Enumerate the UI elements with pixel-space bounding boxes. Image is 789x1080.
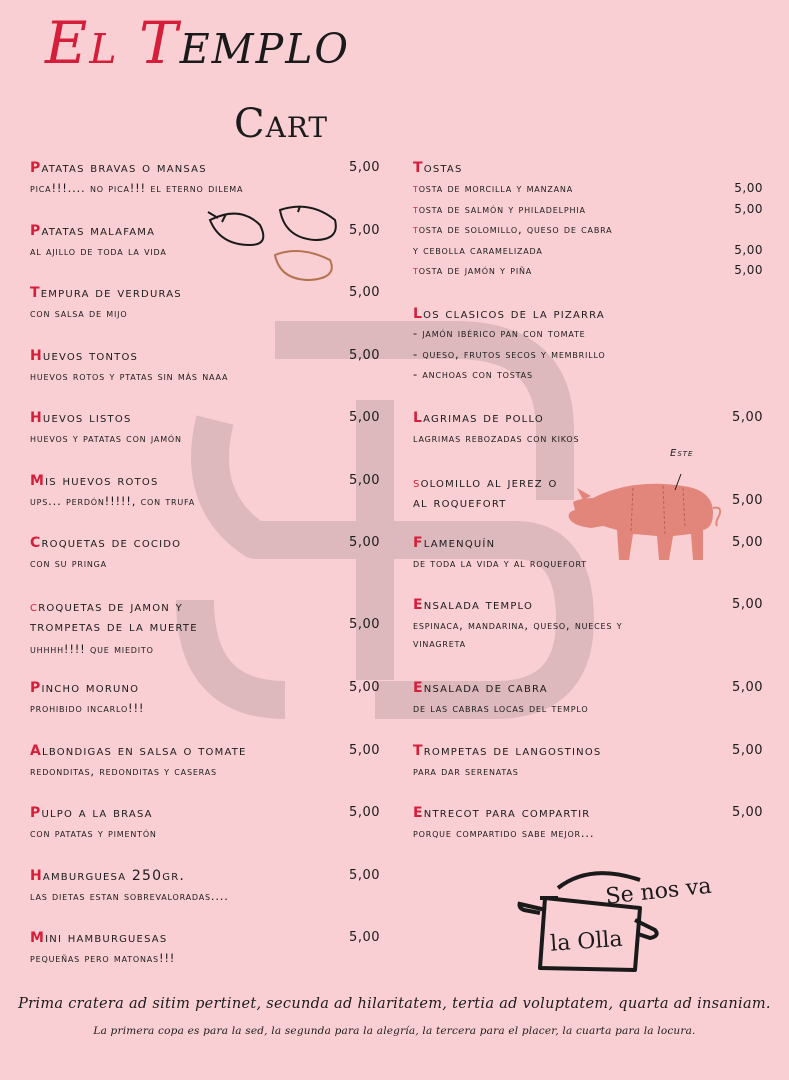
menu-item bbox=[30, 868, 380, 905]
item-name: Tempura de verduras bbox=[30, 285, 182, 301]
tosta-item: tosta de jamón y piña bbox=[413, 263, 533, 277]
item-price: 5,00 bbox=[732, 493, 763, 508]
clasicos-section bbox=[413, 306, 763, 385]
menu-item bbox=[30, 680, 380, 717]
menu-item bbox=[30, 223, 380, 260]
item-description: redonditas, redonditas y caseras bbox=[30, 764, 217, 778]
menu-item bbox=[30, 597, 380, 658]
item-price: 5,00 bbox=[349, 535, 380, 550]
pot-text-olla: la Olla bbox=[549, 926, 624, 957]
item-name: Huevos tontos bbox=[30, 348, 139, 364]
latin-quote: Prima cratera ad sitim pertinet, secunda ad hilaritatem, tertia ad voluptatem, quarta ad insaniam. bbox=[18, 996, 771, 1012]
item-name: Pincho moruno bbox=[30, 680, 140, 696]
menu-item bbox=[30, 410, 380, 447]
item-description: con salsa de mijo bbox=[30, 306, 128, 320]
title-word-templo: emplo bbox=[179, 9, 351, 77]
item-price: 5,00 bbox=[349, 285, 380, 300]
item-description: huevos rotos y ptatas sin más naaa bbox=[30, 369, 229, 383]
section-heading: Tostas bbox=[413, 160, 463, 176]
item-name: Ensalada de cabra bbox=[413, 680, 548, 696]
item-description: pica!!!.... no pica!!! el eterno dilema bbox=[30, 181, 244, 195]
tostas-section bbox=[413, 160, 763, 281]
item-name: Croquetas de cocido bbox=[30, 535, 182, 551]
item-price: 5,00 bbox=[349, 410, 380, 425]
menu-item bbox=[30, 160, 380, 197]
item-name-line2: trompetas de la muerte bbox=[30, 619, 198, 635]
item-price: 5,00 bbox=[732, 743, 763, 758]
tosta-item-continued: y cebolla caramelizada bbox=[413, 242, 543, 257]
item-price: 5,00 bbox=[349, 160, 380, 175]
item-price: 5,00 bbox=[349, 473, 380, 488]
item-description: espinaca, mandarina, queso, nueces y bbox=[413, 618, 623, 632]
item-price: 5,00 bbox=[349, 805, 380, 820]
item-price: 5,00 bbox=[734, 201, 763, 216]
item-price: 5,00 bbox=[732, 680, 763, 695]
item-name: Flamenquín bbox=[413, 535, 496, 551]
menu-item bbox=[413, 597, 763, 652]
menu-item bbox=[413, 680, 763, 717]
item-description: uhhhh!!!! que miedito bbox=[30, 642, 154, 656]
menu-item bbox=[413, 805, 763, 842]
item-description: pequeñas pero matonas!!! bbox=[30, 951, 176, 965]
item-price: 5,00 bbox=[732, 410, 763, 425]
item-description: porque compartido sabe mejor... bbox=[413, 826, 595, 840]
item-name: Entrecot para compartir bbox=[413, 805, 591, 821]
menu-item bbox=[30, 285, 380, 322]
item-description: con patatas y pimentón bbox=[30, 826, 157, 840]
tosta-item: tosta de solomillo, queso de cabra bbox=[413, 222, 613, 236]
item-name: Mis huevos rotos bbox=[30, 473, 159, 489]
item-price: 5,00 bbox=[349, 348, 380, 363]
clasico-item: - anchoas con tostas bbox=[413, 367, 533, 381]
clasico-item: - jamón ibérico pan con tomate bbox=[413, 326, 586, 340]
item-description: las dietas estan sobrevaloradas.... bbox=[30, 889, 229, 903]
item-price: 5,00 bbox=[349, 930, 380, 945]
item-description: de las cabras locas del templo bbox=[413, 701, 589, 715]
item-name: Huevos listos bbox=[30, 410, 132, 426]
item-price: 5,00 bbox=[349, 868, 380, 883]
pig-label: Este bbox=[670, 448, 694, 459]
item-name: Patatas bravas o mansas bbox=[30, 160, 207, 176]
item-price: 5,00 bbox=[732, 805, 763, 820]
pot-text-se-nos-va: Se nos va bbox=[604, 873, 713, 910]
item-price: 5,00 bbox=[349, 680, 380, 695]
item-description: lagrimas rebozadas con kikos bbox=[413, 431, 580, 445]
menu-item bbox=[413, 743, 763, 780]
item-description: ups... perdón!!!!!, con trufa bbox=[30, 494, 195, 508]
item-name: Ensalada templo bbox=[413, 597, 534, 613]
item-name: Patatas malafama bbox=[30, 223, 156, 239]
item-name-line1: solomillo al jerez o bbox=[413, 475, 558, 491]
item-description: huevos y patatas con jamón bbox=[30, 431, 182, 445]
item-description: de toda la vida y al roquefort bbox=[413, 556, 587, 570]
pig-illustration bbox=[563, 468, 723, 568]
item-description: prohibido incarlo!!! bbox=[30, 701, 145, 715]
item-price: 5,00 bbox=[734, 242, 763, 257]
title-word-el: El bbox=[45, 9, 119, 77]
pot-illustration bbox=[510, 858, 740, 978]
menu-item bbox=[30, 348, 380, 385]
item-description-line2: vinagreta bbox=[413, 636, 466, 650]
menu-item bbox=[30, 743, 380, 780]
item-price: 5,00 bbox=[734, 263, 763, 277]
item-price: 5,00 bbox=[734, 181, 763, 195]
item-description: al ajillo de toda la vida bbox=[30, 244, 167, 258]
item-price: 5,00 bbox=[349, 223, 380, 238]
menu-item bbox=[30, 535, 380, 572]
restaurant-title bbox=[45, 9, 351, 77]
item-name: Mini hamburguesas bbox=[30, 930, 168, 946]
item-name: Albondigas en salsa o tomate bbox=[30, 743, 247, 759]
item-description: con su pringa bbox=[30, 556, 107, 570]
item-price: 5,00 bbox=[349, 617, 380, 632]
tosta-item: tosta de morcilla y manzana bbox=[413, 181, 573, 195]
item-description: para dar serenatas bbox=[413, 764, 519, 778]
item-name: Lagrimas de pollo bbox=[413, 410, 544, 426]
item-name-line1: croquetas de jamon y bbox=[30, 599, 183, 615]
section-heading: Los clasicos de la pizarra bbox=[413, 306, 605, 322]
tosta-item: tosta de salmón y philadelphia bbox=[413, 201, 586, 216]
item-price: 5,00 bbox=[732, 535, 763, 550]
menu-item bbox=[413, 410, 763, 447]
clasico-item: - queso, frutos secos y membrillo bbox=[413, 346, 606, 361]
item-name: Trompetas de langostinos bbox=[413, 743, 602, 759]
item-name: Hamburguesa 250gr. bbox=[30, 868, 185, 884]
title-letter-t: T bbox=[139, 9, 180, 77]
item-price: 5,00 bbox=[732, 597, 763, 612]
menu-item bbox=[30, 805, 380, 842]
item-name-line2: al roquefort bbox=[413, 495, 507, 511]
item-name: Pulpo a la brasa bbox=[30, 805, 153, 821]
spanish-quote: La primera copa es para la sed, la segunda para la alegría, la tercera para el placer, la cuarta para la locura. bbox=[93, 1025, 696, 1037]
menu-item bbox=[30, 473, 380, 510]
menu-subtitle: Cart bbox=[234, 101, 329, 147]
item-price: 5,00 bbox=[349, 743, 380, 758]
menu-item bbox=[30, 930, 380, 967]
